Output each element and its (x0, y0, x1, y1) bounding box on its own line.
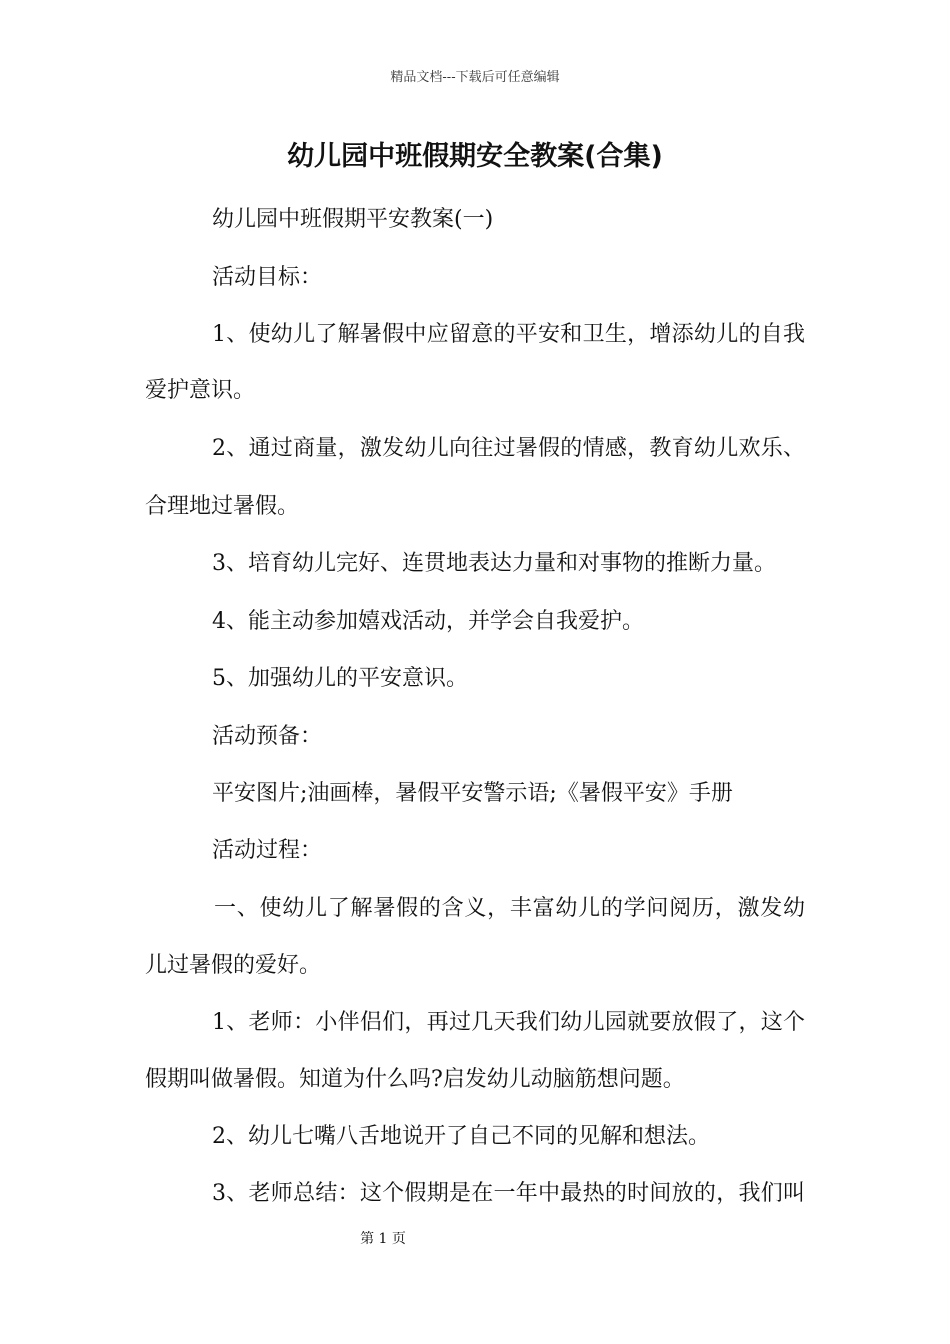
paragraph-line: 4、能主动参加嬉戏活动，并学会自我爱护。 (212, 609, 644, 634)
preparation-label: 活动预备： (212, 724, 323, 749)
paragraph-line: 儿过暑假的爱好。 (145, 953, 322, 978)
document-title: 幼儿园中班假期安全教案(合集) (287, 141, 663, 172)
paragraph-line: 5、加强幼儿的平安意识。 (212, 666, 468, 691)
paragraph-line: 3、培育幼儿完好、连贯地表达力量和对事物的推断力量。 (212, 551, 776, 576)
paragraph-line: 2、幼儿七嘴八舌地说开了自己不同的见解和想法。 (212, 1124, 710, 1149)
paragraph-line: 一、使幼儿了解暑假的含义，丰富幼儿的学问阅历，激发幼 (214, 896, 805, 921)
paragraph-line: 2、通过商量，激发幼儿向往过暑假的情感，教育幼儿欢乐、 (212, 436, 805, 461)
paragraph-line: 合理地过暑假。 (145, 494, 300, 519)
page-header: 精品文档---下载后可任意编辑 (390, 70, 560, 85)
paragraph-line: 1、使幼儿了解暑假中应留意的平安和卫生，增添幼儿的自我 (212, 322, 805, 347)
section-heading: 幼儿园中班假期平安教案(一) (212, 207, 494, 232)
goals-label: 活动目标： (212, 265, 323, 290)
paragraph-line: 平安图片;油画棒，暑假平安警示语;《暑假平安》手册 (212, 781, 733, 806)
paragraph-line: 1、老师：小伴侣们，再过几天我们幼儿园就要放假了，这个 (212, 1010, 805, 1035)
process-label: 活动过程： (212, 838, 323, 863)
paragraph-line: 假期叫做暑假。知道为什么吗?启发幼儿动脑筋想问题。 (145, 1067, 685, 1092)
paragraph-line: 爱护意识。 (145, 378, 256, 403)
page-number: 第 1 页 (360, 1231, 406, 1247)
paragraph-line: 3、老师总结：这个假期是在一年中最热的时间放的，我们叫 (212, 1181, 805, 1206)
